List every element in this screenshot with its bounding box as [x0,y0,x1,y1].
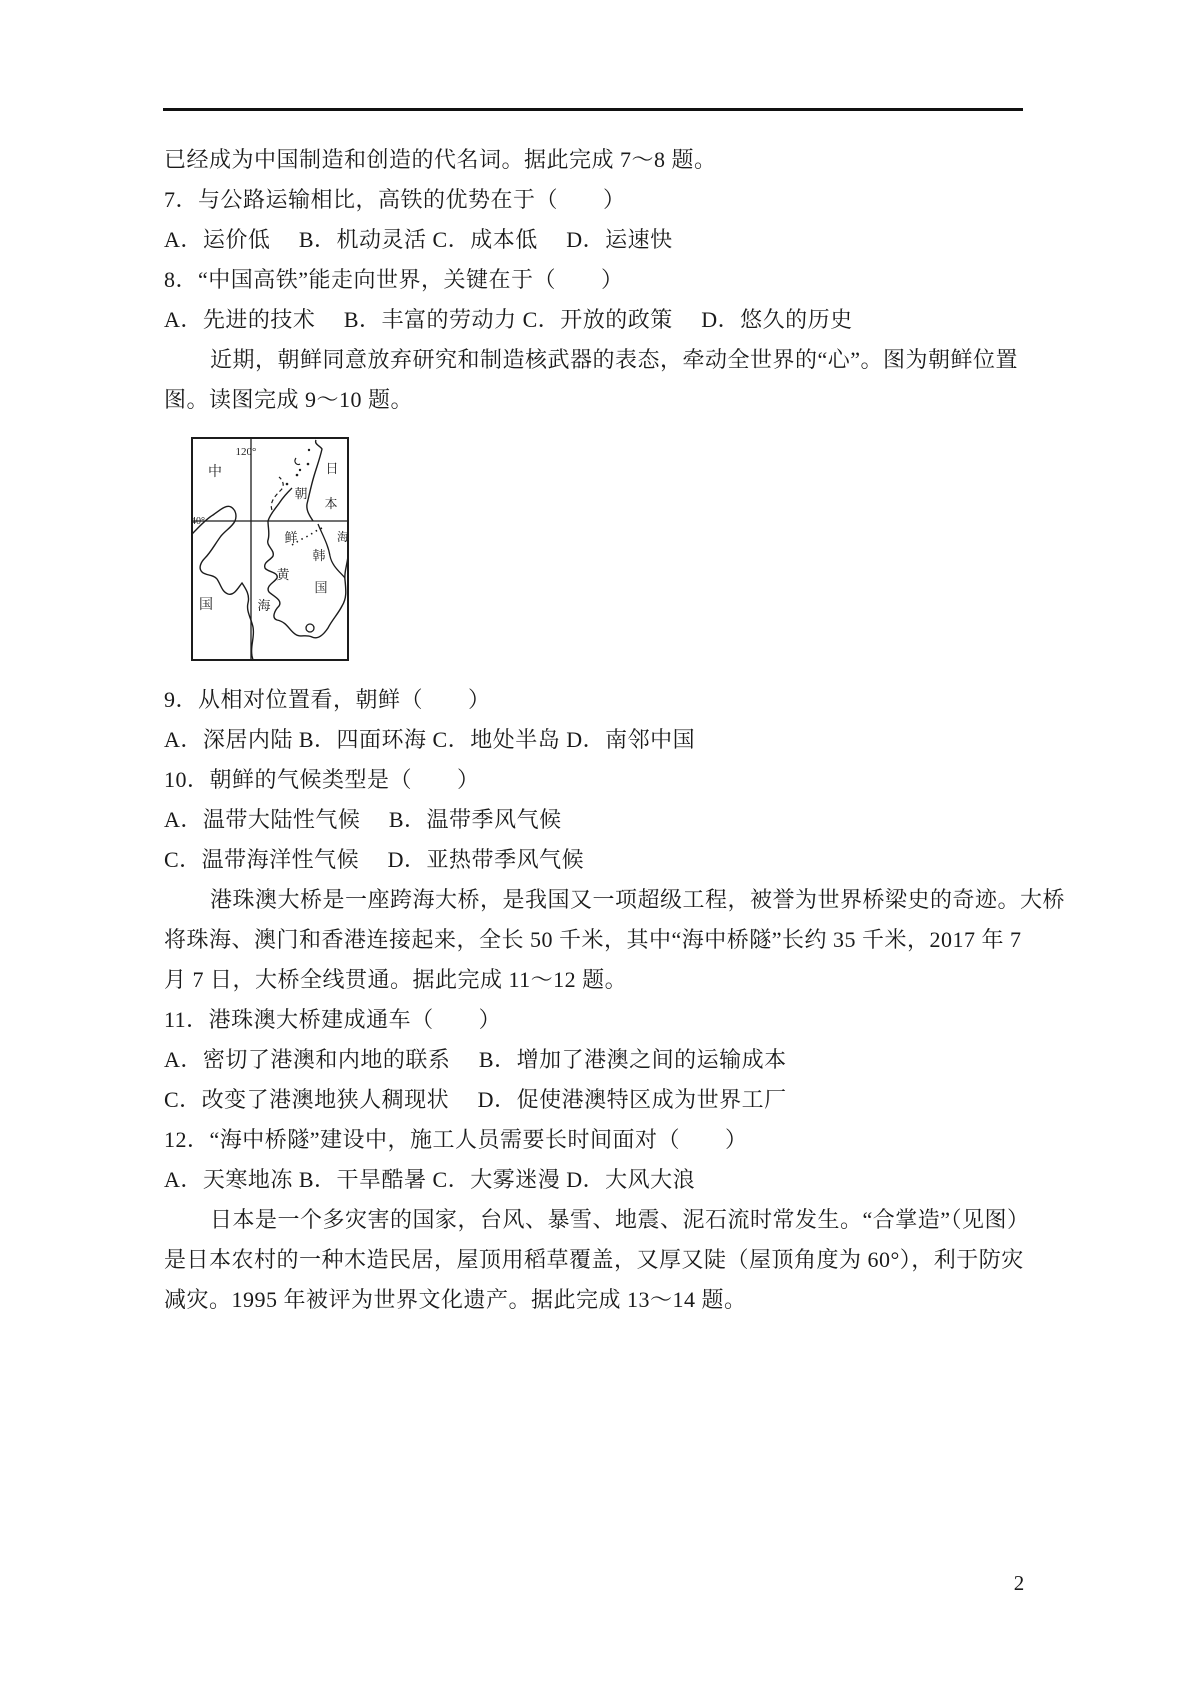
border-dot-2 [296,474,299,477]
china-label-top: 中 [208,465,222,480]
border-dot-3 [307,463,310,466]
passage-japan-line-1: 日本是一个多灾害的国家，台风、暴雪、地震、泥石流时常发生。“合掌造”（见图） [210,1207,1030,1232]
options-9: A．深居内陆 B．四面环海 C．地处半岛 D．南邻中国 [164,727,696,752]
passage-japan-line-3: 减灾。1995 年被评为世界文化遗产。据此完成 13～14 题。 [164,1287,747,1312]
china-coastline [192,506,253,660]
jeju-island-circle [306,624,314,632]
question-12: 12．“海中桥隧”建设中，施工人员需要长时间面对（ ） [164,1127,748,1152]
japan-label-top: 日 [325,461,339,476]
passage-korea-line-1: 近期，朝鲜同意放弃研究和制造核武器的表态，牵动全世界的“心”。图为朝鲜位置 [210,347,1019,372]
options-10-cd: C．温带海洋性气候 D．亚热带季风气候 [164,847,585,872]
island-dot-1 [308,449,310,451]
island-dot-2 [299,469,301,471]
south-korea-label-bottom: 国 [314,580,328,595]
passage-bridge-line-2: 将珠海、澳门和香港连接起来，全长 50 千米，其中“海中桥隧”长约 35 千米，2017 年 7 [164,927,1022,952]
question-8: 8．“中国高铁”能走向世界，关键在于（ ） [164,267,624,292]
passage-bridge-line-1: 港珠澳大桥是一座跨海大桥，是我国又一项超级工程，被誉为世界桥梁史的奇迹。大桥 [210,887,1066,912]
options-11-ab: A．密切了港澳和内地的联系 B．增加了港澳之间的运输成本 [164,1047,787,1072]
small-island [295,458,300,465]
korea-location-map [186,430,356,666]
question-10: 10．朝鲜的气候类型是（ ） [164,767,480,792]
parallel-label: 40° [191,516,205,527]
north-korea-label-bottom: 鲜 [284,530,298,545]
passage-japan-line-2: 是日本农村的一种木造民居，屋顶用稻草覆盖，又厚又陡（屋顶角度为 60°），利于防灾 [164,1247,1024,1272]
meridian-label: 120° [235,446,257,458]
border-dot-1 [286,483,289,486]
passage-bridge-line-3: 月 7 日，大桥全线贯通。据此完成 11～12 题。 [164,967,628,992]
options-8: A．先进的技术 B．丰富的劳动力 C．开放的政策 D．悠久的历史 [164,307,853,332]
yellow-sea-label-bottom: 海 [257,598,271,613]
header-rule [163,108,1023,111]
japan-label-bottom: 本 [324,496,338,511]
china-label-bottom: 国 [199,598,213,613]
options-7: A．运价低 B．机动灵活 C．成本低 D．运速快 [164,227,673,252]
options-12: A．天寒地冻 B．干旱酷暑 C．大雾迷漫 D．大风大浪 [164,1167,696,1192]
intro-line-7-8: 已经成为中国制造和创造的代名词。据此完成 7～8 题。 [164,147,717,172]
question-7: 7．与公路运输相比，高铁的优势在于（ ） [164,187,626,212]
passage-korea-line-2: 图。读图完成 9～10 题。 [164,387,414,412]
question-11: 11．港珠澳大桥建成通车（ ） [164,1007,502,1032]
north-korea-label-top: 朝 [294,486,308,501]
options-10-ab: A．温带大陆性气候 B．温带季风气候 [164,807,562,832]
japan-coastline [307,440,322,521]
east-sea-label: 海 [336,530,350,544]
south-korea-label-top: 韩 [312,548,326,563]
question-9: 9．从相对位置看，朝鲜（ ） [164,687,491,712]
yellow-sea-label-top: 黄 [276,567,290,582]
options-11-cd: C．改变了港澳地狭人稠现状 D．促使港澳特区成为世界工厂 [164,1087,787,1112]
page-number: 2 [1013,1571,1025,1595]
